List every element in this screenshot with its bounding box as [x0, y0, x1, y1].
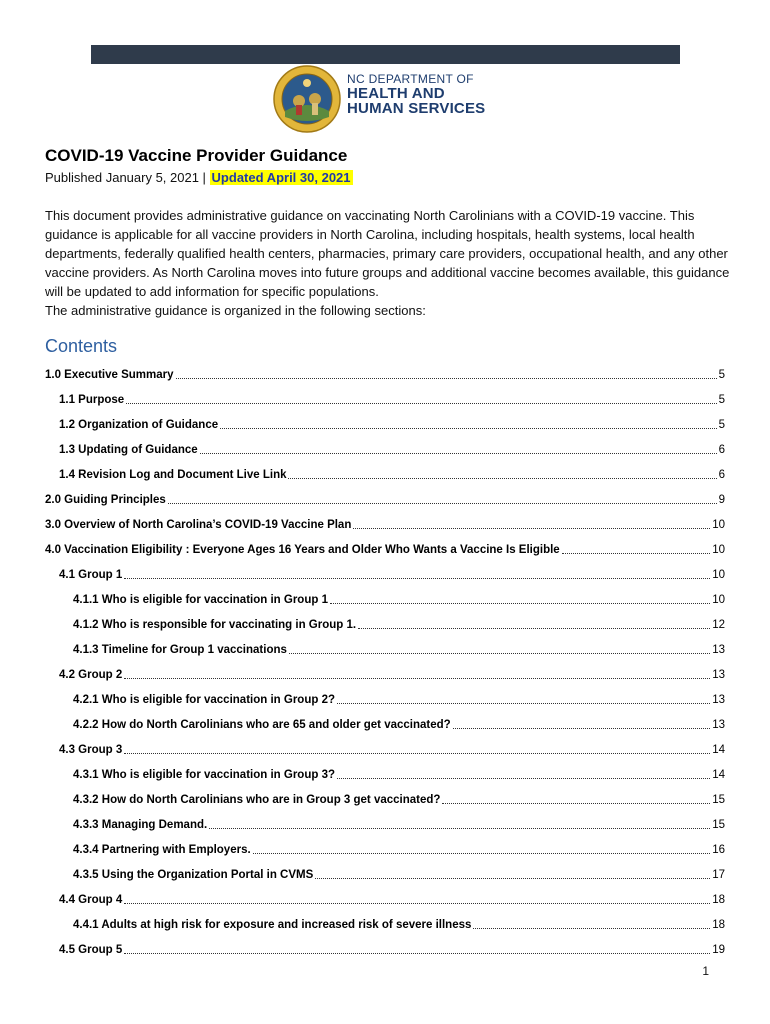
- toc-dot-leader: [209, 828, 710, 829]
- toc-entry-title[interactable]: 4.1.3 Timeline for Group 1 vaccinations: [73, 643, 287, 656]
- nc-state-seal-icon: [273, 65, 341, 133]
- toc-entry-title[interactable]: 1.0 Executive Summary: [45, 368, 174, 381]
- toc-page-number[interactable]: 12: [712, 618, 725, 631]
- toc-dot-leader: [353, 528, 710, 529]
- toc-page-number[interactable]: 9: [718, 493, 725, 506]
- toc-entry-title[interactable]: 1.1 Purpose: [59, 393, 125, 406]
- toc-entry-title[interactable]: 4.3.1 Who is eligible for vaccination in Group 3?: [73, 768, 335, 781]
- toc-entry[interactable]: [45, 887, 725, 912]
- dept-line-3: HUMAN SERVICES: [347, 100, 486, 118]
- toc-entry[interactable]: [45, 837, 725, 862]
- toc-page-number[interactable]: 13: [712, 693, 725, 706]
- toc-dot-leader: [562, 553, 710, 554]
- intro-sections-line: The administrative guidance is organized in the following sections:: [45, 303, 426, 318]
- dept-line-2: HEALTH AND: [347, 84, 445, 102]
- toc-entry[interactable]: [45, 587, 725, 612]
- toc-page-number[interactable]: 10: [712, 543, 725, 556]
- toc-page-number[interactable]: 10: [712, 518, 725, 531]
- toc-entry[interactable]: [45, 787, 725, 812]
- toc-entry-title[interactable]: 4.1 Group 1: [59, 568, 123, 581]
- page-number: 1: [702, 964, 709, 978]
- toc-page-number[interactable]: 6: [718, 443, 725, 456]
- toc-entry[interactable]: [45, 562, 725, 587]
- toc-entry[interactable]: [45, 487, 725, 512]
- toc-entry[interactable]: [45, 387, 725, 412]
- toc-entry[interactable]: [45, 687, 725, 712]
- intro-text: [45, 206, 735, 320]
- toc-entry-title[interactable]: 4.4.1 Adults at high risk for exposure and increased risk of severe illness: [73, 918, 472, 931]
- toc-entry[interactable]: [45, 462, 725, 487]
- department-name: [347, 73, 527, 117]
- toc-entry-title[interactable]: 4.2.2 How do North Carolinians who are 65 and older get vaccinated?: [73, 718, 451, 731]
- toc-entry[interactable]: [45, 712, 725, 737]
- toc-dot-leader: [289, 653, 710, 654]
- published-date: Published January 5, 2021 |: [45, 170, 210, 185]
- toc-entry[interactable]: [45, 637, 725, 662]
- toc-dot-leader: [330, 603, 710, 604]
- toc-page-number[interactable]: 10: [712, 568, 725, 581]
- toc-dot-leader: [315, 878, 710, 879]
- toc-entry-title[interactable]: 1.2 Organization of Guidance: [59, 418, 219, 431]
- toc-page-number[interactable]: 17: [712, 868, 725, 881]
- toc-page-number[interactable]: 10: [712, 593, 725, 606]
- toc-entry-title[interactable]: 1.4 Revision Log and Document Live Link: [59, 468, 287, 481]
- toc-dot-leader: [442, 803, 710, 804]
- toc-entry-title[interactable]: 4.3.4 Partnering with Employers.: [73, 843, 251, 856]
- toc-dot-leader: [220, 428, 716, 429]
- toc-entry[interactable]: [45, 662, 725, 687]
- toc-entry-title[interactable]: 4.4 Group 4: [59, 893, 123, 906]
- toc-dot-leader: [473, 928, 710, 929]
- toc-page-number[interactable]: 5: [718, 368, 725, 381]
- toc-page-number[interactable]: 5: [718, 393, 725, 406]
- document-title: COVID-19 Vaccine Provider Guidance: [45, 146, 348, 165]
- toc-dot-leader: [200, 453, 717, 454]
- toc-entry-title[interactable]: 4.3 Group 3: [59, 743, 123, 756]
- toc-entry[interactable]: [45, 812, 725, 837]
- toc-page-number[interactable]: 18: [712, 893, 725, 906]
- toc-entry-title[interactable]: 4.2 Group 2: [59, 668, 123, 681]
- toc-entry-title[interactable]: 4.3.5 Using the Organization Portal in CVMS: [73, 868, 314, 881]
- toc-page-number[interactable]: 14: [712, 743, 725, 756]
- toc-page-number[interactable]: 13: [712, 718, 725, 731]
- toc-entry-title[interactable]: 4.0 Vaccination Eligibility : Everyone Ages 16 Years and Older Who Wants a Vaccine Is Eligible: [45, 543, 560, 556]
- toc-entry-title[interactable]: 4.1.2 Who is responsible for vaccinating in Group 1.: [73, 618, 357, 631]
- intro-paragraph: This document provides administrative guidance on vaccinating North Carolinians with a COVID-19 vaccine. This guidance is applicable for all vaccine providers in North Carolina, including hospitals, health systems, local health departments, federally qualified health centers, pharmacies, primary care providers, occupational health, and any other vaccine providers. As North Carolina moves into future groups and additional vaccine becomes available, this guidance will be updated to add information for specific populations.: [45, 208, 730, 299]
- toc-page-number[interactable]: 14: [712, 768, 725, 781]
- toc-page-number[interactable]: 19: [712, 943, 725, 956]
- toc-entry-title[interactable]: 4.2.1 Who is eligible for vaccination in Group 2?: [73, 693, 335, 706]
- toc-dot-leader: [124, 678, 710, 679]
- toc-dot-leader: [288, 478, 716, 479]
- toc-entry[interactable]: [45, 412, 725, 437]
- toc-page-number[interactable]: 6: [718, 468, 725, 481]
- toc-entry[interactable]: [45, 737, 725, 762]
- toc-page-number[interactable]: 5: [718, 418, 725, 431]
- toc-page-number[interactable]: 18: [712, 918, 725, 931]
- toc-page-number[interactable]: 15: [712, 818, 725, 831]
- toc-entry[interactable]: [45, 937, 725, 962]
- toc-dot-leader: [124, 753, 710, 754]
- toc-entry[interactable]: [45, 537, 725, 562]
- toc-page-number[interactable]: 13: [712, 668, 725, 681]
- toc-dot-leader: [124, 578, 710, 579]
- toc-entry[interactable]: [45, 862, 725, 887]
- toc-entry-title[interactable]: 4.3.2 How do North Carolinians who are in Group 3 get vaccinated?: [73, 793, 441, 806]
- toc-entry[interactable]: [45, 762, 725, 787]
- header-bar: [91, 45, 680, 64]
- toc-entry-title[interactable]: 1.3 Updating of Guidance: [59, 443, 198, 456]
- publish-info: [45, 170, 353, 185]
- toc-page-number[interactable]: 15: [712, 793, 725, 806]
- toc-dot-leader: [453, 728, 711, 729]
- toc-dot-leader: [358, 628, 710, 629]
- toc-entry-title[interactable]: 2.0 Guiding Principles: [45, 493, 166, 506]
- toc-dot-leader: [176, 378, 717, 379]
- contents-heading: Contents: [45, 336, 118, 356]
- toc-entry-title[interactable]: 4.5 Group 5: [59, 943, 123, 956]
- toc-dot-leader: [126, 403, 716, 404]
- toc-dot-leader: [337, 778, 710, 779]
- updated-date: Updated April 30, 2021: [211, 170, 351, 185]
- table-of-contents: [45, 362, 725, 962]
- toc-entry[interactable]: [45, 437, 725, 462]
- toc-dot-leader: [124, 903, 710, 904]
- toc-entry[interactable]: [45, 512, 725, 537]
- toc-page-number[interactable]: 13: [712, 643, 725, 656]
- toc-dot-leader: [168, 503, 717, 504]
- toc-dot-leader: [253, 853, 711, 854]
- toc-dot-leader: [124, 953, 710, 954]
- toc-entry-title[interactable]: 4.1.1 Who is eligible for vaccination in Group 1: [73, 593, 328, 606]
- toc-entry[interactable]: [45, 612, 725, 637]
- toc-entry-title[interactable]: 3.0 Overview of North Carolina’s COVID-19 Vaccine Plan: [45, 518, 352, 531]
- toc-entry[interactable]: [45, 362, 725, 387]
- toc-entry-title[interactable]: 4.3.3 Managing Demand.: [73, 818, 208, 831]
- toc-dot-leader: [337, 703, 710, 704]
- toc-entry[interactable]: [45, 912, 725, 937]
- dept-line-1: NC DEPARTMENT OF: [347, 72, 474, 86]
- toc-page-number[interactable]: 16: [712, 843, 725, 856]
